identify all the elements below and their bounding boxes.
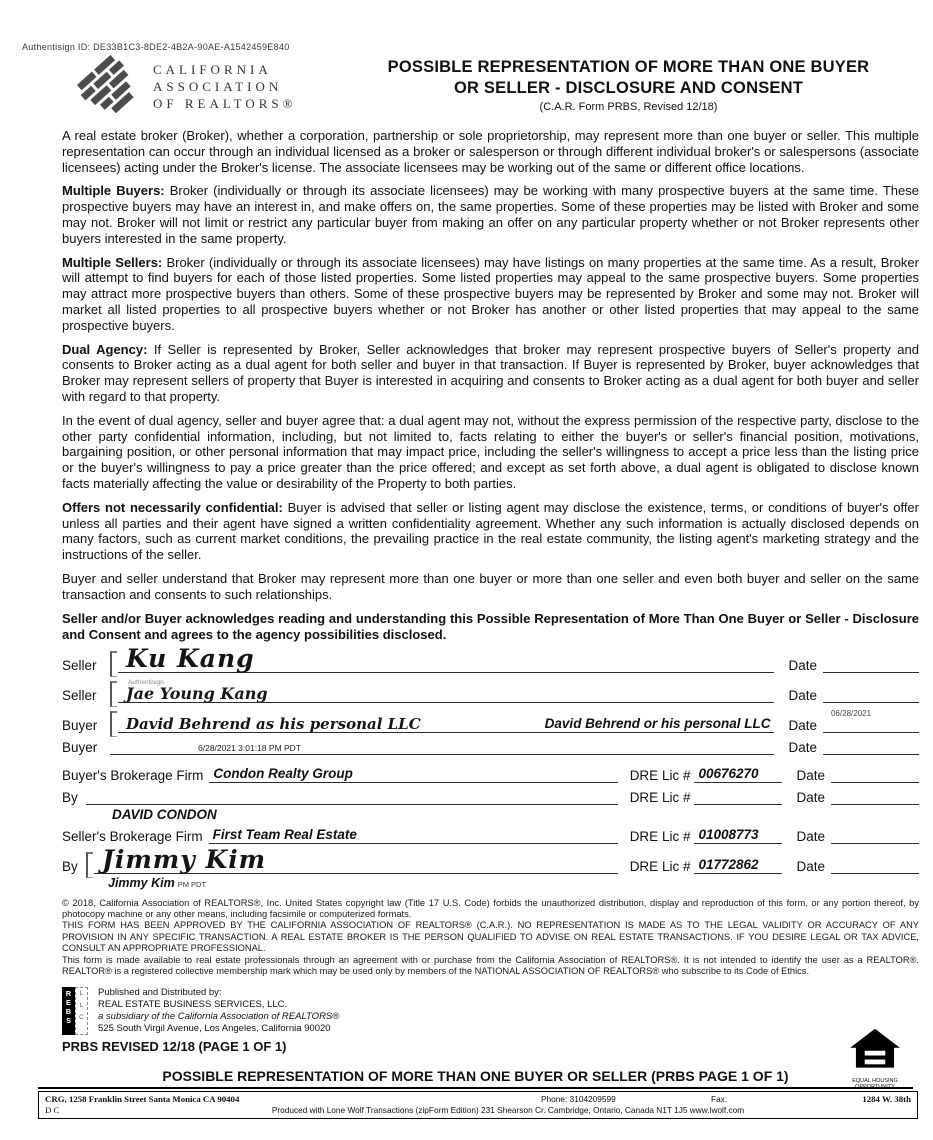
paragraph-multiple-buyers <box>62 183 919 246</box>
buyers-agent-by-label: By <box>62 789 78 805</box>
paragraph-text: In the event of dual agency, seller and buyer agree that: a dual agent may not, without the express permission of the respective party, disclose to the other party confidential information, including, but not limited to, facts relating to either the buyer's or seller's financial position, motivations, bargaining position, or other personal information that may impact price, including the seller's willingness to accept a price less than the listing price or the buyer's willingness to pay a price greater than the price offered; and except as set forth above, a dual agent is obligated to disclose known facts materially affecting the value or desirability of the Property to both parties. <box>62 412 919 491</box>
availability-text: This form is made available to real estate professionals through an agreement with or purchase from the California Association of REALTORS®. It is not intended to identify the user as a REALTOR®. REALTOR® is a registered collective membership mark which may be used only by members of the NATIONAL ASSOCIATION OF REALTORS® who subscribe to its Code of Ethics. <box>62 954 919 976</box>
sellers-brokerage-dre-label: DRE Lic # <box>629 828 691 844</box>
form-title-line2: OR SELLER - DISCLOSURE AND CONSENT <box>453 79 804 97</box>
paragraph-text: Buyer and seller understand that Broker may represent more than one buyer or more than one seller and even both buyer and seller on the same transaction and consents to such relationships. <box>62 570 919 602</box>
sellers-brokerage-dre-line[interactable] <box>694 826 782 844</box>
sellers-agent-printed-name <box>108 876 919 890</box>
rebs-logo-icon <box>62 987 88 1034</box>
buyer1-date-label: Date <box>788 717 817 733</box>
seller2-signature-line[interactable] <box>118 678 774 703</box>
buyers-agent-signature-line[interactable] <box>86 787 618 805</box>
buyers-brokerage-firm-line[interactable] <box>209 765 617 783</box>
copyright-text: © 2018, California Association of REALTORS®, Inc. United States copyright law (Title 17 U.S. Code) forbids the unauthorized distribution, display and reproduction of this form, or any portion thereof, by photocopy machine or any other means, including facsimile or computerized formats. <box>62 897 919 919</box>
buyers-agent-dre-label: DRE Lic # <box>629 789 691 805</box>
sellers-brokerage-label: Seller's Brokerage Firm <box>62 828 203 844</box>
buyer2-label: Buyer <box>62 739 98 755</box>
sellers-brokerage-firm-value: First Team Real Estate <box>212 826 357 842</box>
buyer1-signature: David Behrend as his personal LLC <box>126 714 421 733</box>
authentisign-watermark: Authentisign <box>128 678 164 686</box>
bottom-form-title: POSSIBLE REPRESENTATION OF MORE THAN ONE BUYER OR SELLER (PRBS PAGE 1 OF 1) <box>38 1068 913 1089</box>
car-logo-text <box>153 61 297 112</box>
seller1-signature-line[interactable] <box>118 643 774 673</box>
buyer2-date-label: Date <box>788 739 817 755</box>
paragraph-offers-confidential <box>62 500 919 563</box>
footer-box <box>38 1091 918 1119</box>
buyer1-date-value: 06/28/2021 <box>831 708 872 718</box>
buyers-brokerage-firm-value: Condon Realty Group <box>213 765 353 781</box>
publisher-block <box>62 987 919 1034</box>
paragraph-lead: Dual Agency: <box>62 341 148 357</box>
buyers-brokerage-row <box>62 765 919 783</box>
fine-print <box>62 898 919 978</box>
paragraph-dual-agency <box>62 342 919 405</box>
paragraph-lead: Multiple Sellers: <box>62 254 163 270</box>
sellers-agent-dre-label: DRE Lic # <box>629 858 691 874</box>
acknowledgement-paragraph: Seller and/or Buyer acknowledges reading and understanding this Possible Representation of More Than One Buyer or Seller - Disclosure and Consent and agrees to the agency possibilities disclosed. <box>62 610 919 642</box>
seller2-row <box>62 677 919 703</box>
seller2-date-line[interactable] <box>823 685 919 703</box>
buyers-agent-date-line[interactable] <box>831 787 919 805</box>
buyers-brokerage-date-line[interactable] <box>831 765 919 783</box>
form-title-line1: POSSIBLE REPRESENTATION OF MORE THAN ONE BUYER <box>387 58 870 76</box>
publisher-line3: a subsidiary of the California Association of REALTORS® <box>98 1010 340 1022</box>
buyers-brokerage-date-label: Date <box>796 767 825 783</box>
paragraph-text: Broker (individually or through its associate licensees) may have listings on many properties at the same time. As a result, Broker will attempt to find buyers for each of those listed properties. Some listed properties may appeal to the same prospective buyers. Some properties may attract more prospective buyers than others. Some of these prospective buyers may be represented by Broker and some may not. Broker will market all listed properties to all prospective buyers whether or not Broker has another or other listed properties that may appeal to the same prospective buyers. <box>62 254 919 333</box>
paragraph-text: If Seller is represented by Broker, Seller acknowledges that broker may represent prospective buyers of Seller's property and consents to Broker acting as a dual agent for both seller and buyer in that transaction. If Buyer is represented by Broker, buyer acknowledges that Broker may represent sellers of property that Buyer is interested in acquiring and consents to Broker acting as a dual agent for both buyer and seller with regard to that property. <box>62 341 919 404</box>
footer-office: CRG, 1258 Franklin Street Santa Monica CA 90404 <box>45 1093 240 1104</box>
equal-housing-caption: EQUAL HOUSING OPPORTUNITY <box>852 1078 898 1090</box>
seller1-date-line[interactable] <box>823 655 919 673</box>
authentisign-id: Authentisign ID: DE33B1C3-8DE2-4B2A-90AE-A1542459E840 <box>22 42 290 52</box>
revision-line: PRBS REVISED 12/18 (PAGE 1 OF 1) <box>62 1038 287 1054</box>
sellers-brokerage-dre-value: 01008773 <box>698 826 759 842</box>
publisher-line1: Published and Distributed by: <box>98 987 222 999</box>
seller2-date-label: Date <box>788 687 817 703</box>
buyer2-row <box>62 737 919 755</box>
paragraph-understanding <box>62 571 919 603</box>
footer-phone: Phone: 3104209599 <box>541 1093 616 1104</box>
seller1-row <box>62 643 919 673</box>
form-header <box>75 55 920 118</box>
paragraph-text: Buyer is advised that seller or listing agent may disclose the existence, terms, or conditions of buyer's offer unless all parties and their agent have signed a written confidentiality agreement. Whether any such information is actually disclosed depends on many factors, such as current market conditions, the prevailing practice in the real estate community, the listing agent's marketing strategy and the instructions of the seller. <box>62 499 919 563</box>
sellers-agent-printed-text: Jimmy Kim <box>108 875 175 890</box>
buyer1-signature-line[interactable] <box>118 715 774 733</box>
signature-section <box>62 643 919 890</box>
car-logo-line2: ASSOCIATION <box>153 79 283 94</box>
seller2-signature: Jae Young Kang <box>126 683 268 703</box>
paragraph-text: Broker (individually or through its associate licensees) may be working with many prospective buyers at the same time. These prospective buyers may have an interest in, and make offers on, the same properties. Some of these properties may be listed with Broker and some may not. Broker will not limit or restrict any particular buyer from making an offer on any particular property whether or not Broker represents other buyers interested in the same property. <box>62 183 919 246</box>
form-title-block <box>337 55 920 118</box>
sellers-brokerage-date-label: Date <box>796 828 825 844</box>
sellers-agent-signature-line[interactable] <box>94 844 618 874</box>
sellers-agent-dre-value: 01772862 <box>698 856 759 872</box>
footer-row2 <box>45 1105 911 1115</box>
car-logo-line3: OF REALTORS® <box>153 96 297 111</box>
footer-agent-initials: D C <box>45 1104 60 1115</box>
equal-housing-icon <box>849 1059 901 1076</box>
paragraph-lead: Multiple Buyers: <box>62 183 165 199</box>
authentisign-bracket-icon <box>86 852 93 878</box>
buyers-brokerage-dre-line[interactable] <box>694 765 782 783</box>
seller1-label: Seller <box>62 657 97 673</box>
buyers-agent-date-label: Date <box>796 789 825 805</box>
buyers-agent-printed-name: DAVID CONDON <box>112 806 217 822</box>
footer-row1 <box>45 1094 911 1104</box>
buyers-agent-dre-line[interactable] <box>694 787 782 805</box>
authentisign-bracket-icon <box>110 651 117 677</box>
publisher-line4: 525 South Virgil Avenue, Los Angeles, California 90020 <box>98 1022 331 1034</box>
form-subtitle: (C.A.R. Form PRBS, Revised 12/18) <box>539 101 718 113</box>
car-logo <box>75 55 337 118</box>
paragraph-dual-agency-terms <box>62 413 919 492</box>
equal-housing-logo <box>843 1028 907 1090</box>
paragraph-intro <box>62 128 919 175</box>
publisher-text <box>98 987 339 1034</box>
authentisign-bracket-icon <box>110 711 117 737</box>
sellers-brokerage-row <box>62 826 919 844</box>
publisher-line2: REAL ESTATE BUSINESS SERVICES, LLC. <box>98 999 288 1011</box>
sellers-agent-signature: Jimmy Kim <box>102 844 267 874</box>
approved-text: THIS FORM HAS BEEN APPROVED BY THE CALIFORNIA ASSOCIATION OF REALTORS® (C.A.R.). NO REPRESENTATION IS MADE AS TO THE LEGAL VALIDITY OR ACCURACY OF ANY PROVISION IN ANY SPECIFIC TRANSACTION. A REAL ESTATE BROKER IS THE PERSON QUALIFIED TO ADVISE ON REAL ESTATE TRANSACTIONS. IF YOU DESIRE LEGAL OR TAX ADVICE, CONSULT AN APPROPRIATE PROFESSIONAL. <box>62 920 919 954</box>
sellers-agent-row <box>62 844 919 874</box>
buyer1-date-line[interactable] <box>823 708 919 733</box>
sellers-brokerage-firm-line[interactable] <box>209 826 618 844</box>
sellers-agent-date-line[interactable] <box>831 856 919 874</box>
buyers-agent-row <box>62 787 919 805</box>
sellers-brokerage-date-line[interactable] <box>831 826 919 844</box>
footer-fax: Fax: <box>711 1093 728 1104</box>
buyer1-row <box>62 707 919 733</box>
sellers-agent-dre-line[interactable] <box>694 856 782 874</box>
car-logo-icon <box>75 55 147 118</box>
sellers-agent-by-label: By <box>62 858 78 874</box>
sellers-agent-date-label: Date <box>796 858 825 874</box>
paragraph-text: A real estate broker (Broker), whether a corporation, partnership or sole proprietorship, may represent more than one buyer or seller. This multiple representation can occur through an individual licensed as a broker or salesperson or through different individual broker's or salespersons (associate licensees) acting under the Broker's license. The associate licensees may be working out of the same or different office locations. <box>62 128 919 175</box>
buyer1-printed-name: David Behrend or his personal LLC <box>544 715 771 731</box>
paragraph-multiple-sellers <box>62 255 919 334</box>
authentisign-bracket-icon <box>110 681 117 707</box>
paragraph-lead: Offers not necessarily confidential: <box>62 499 283 515</box>
footer-right-tag: 1284 W. 38th <box>862 1093 911 1104</box>
buyer2-date-line[interactable] <box>823 737 919 755</box>
rebs-letters-llc: L L C <box>75 987 88 1034</box>
buyer2-signature-line[interactable] <box>110 737 774 755</box>
buyer1-label: Buyer <box>62 717 98 733</box>
sellers-agent-timestamp: PM PDT <box>177 879 207 889</box>
buyers-brokerage-dre-value: 00676270 <box>698 765 759 781</box>
rebs-letters: R E B S <box>62 987 75 1034</box>
footer-produced-by: Produced with Lone Wolf Transactions (zipForm Edition) 231 Shearson Cr. Cambridge, Ontario, Canada N1T 1J5 www.lwolf.com <box>271 1104 745 1115</box>
form-body <box>62 128 919 643</box>
buyers-brokerage-dre-label: DRE Lic # <box>629 767 691 783</box>
buyer1-signature-timestamp: 6/28/2021 3:01:18 PM PDT <box>198 742 302 753</box>
buyers-brokerage-label: Buyer's Brokerage Firm <box>62 767 204 783</box>
seller2-label: Seller <box>62 687 97 703</box>
car-logo-line1: CALIFORNIA <box>153 62 272 77</box>
seller1-signature: Ku Kang <box>126 643 255 673</box>
seller1-date-label: Date <box>788 657 817 673</box>
